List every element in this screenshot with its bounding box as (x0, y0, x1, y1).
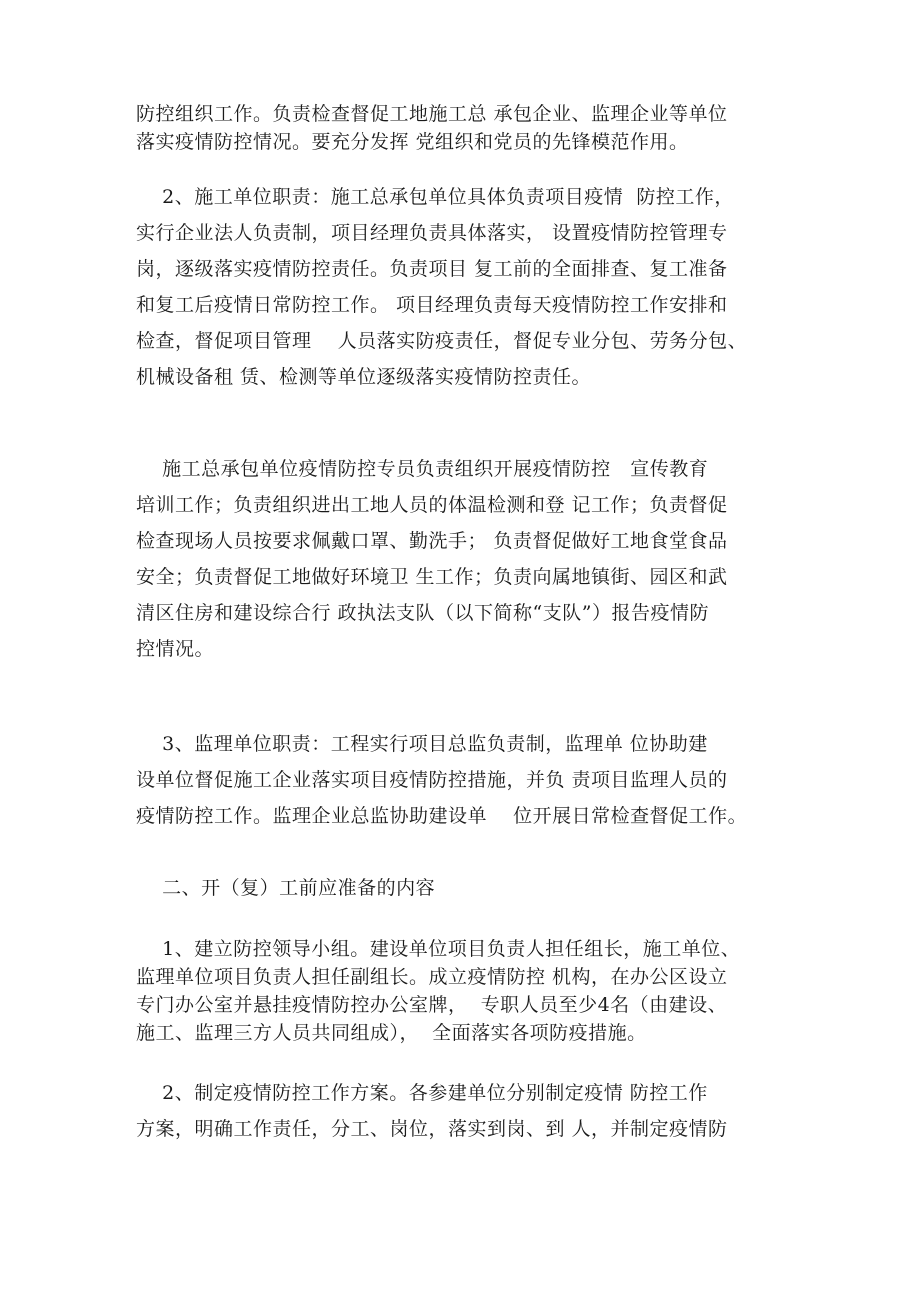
text-line: 实行企业法人负责制，项目经理负责具体落实， 设置疫情防控管理专 (136, 222, 728, 244)
heading-text: 二、开（复）工前应准备的内容 (136, 877, 436, 899)
text-line: 2、制定疫情防控工作方案。各参建单位分别制定疫情 防控工作 (136, 1082, 708, 1104)
paragraph-5 (136, 935, 796, 1047)
text-line: 培训工作；负责组织进出工地人员的体温检测和登 记工作；负责督促 (136, 494, 728, 516)
section-heading (136, 870, 796, 906)
text-line: 施工、监理三方人员共同组成）， 全面落实各项防疫措施。 (136, 1022, 647, 1044)
text-line: 监理单位项目负责人担任副组长。成立疫情防控 机构，在办公区设立 (136, 966, 728, 988)
paragraph-4 (136, 726, 796, 834)
text-line: 清区住房和建设综合行 政执法支队（以下简称“支队”）报告疫情防 (136, 602, 709, 624)
text-line: 控情况。 (136, 638, 215, 660)
paragraph-6 (136, 1075, 796, 1147)
text-line: 方案，明确工作责任，分工、岗位，落实到岗、到 人，并制定疫情防 (136, 1118, 728, 1140)
text-line: 和复工后疫情日常防控工作。 项目经理负责每天疫情防控工作安排和 (136, 294, 728, 316)
text-line: 2、施工单位职责：施工总承包单位具体负责项目疫情 防控工作， (136, 186, 734, 208)
text-line: 设单位督促施工企业落实项目疫情防控措施，并负 责项目监理人员的 (136, 769, 728, 791)
text-line: 疫情防控工作。监理企业总监协助建设单 位开展日常检查督促工作。 (136, 805, 748, 827)
text-line: 3、监理单位职责：工程实行项目总监负责制，监理单 位协助建 (136, 733, 708, 755)
paragraph-2 (136, 179, 796, 395)
text-line: 落实疫情防控情况。要充分发挥 党组织和党员的先锋模范作用。 (136, 131, 689, 153)
text-line: 检查现场人员按要求佩戴口罩、勤洗手； 负责督促做好工地食堂食品 (136, 530, 728, 552)
text-line: 检查，督促项目管理 人员落实防疫责任，督促专业分包、劳务分包、 (136, 330, 748, 352)
text-line: 专门办公室并悬挂疫情防控办公室牌， 专职人员至少4名（由建设、 (136, 994, 728, 1016)
text-line: 防控组织工作。负责检查督促工地施工总 承包企业、监理企业等单位 (136, 103, 728, 125)
text-line: 1、建立防控领导小组。建设单位项目负责人担任组长，施工单位、 (136, 938, 741, 960)
paragraph-1 (136, 100, 796, 156)
text-line: 安全；负责督促工地做好环境卫 生工作；负责向属地镇街、园区和武 (136, 566, 728, 588)
text-line: 机械设备租 赁、检测等单位逐级落实疫情防控责任。 (136, 366, 592, 388)
text-line: 施工总承包单位疫情防控专员负责组织开展疫情防控 宣传教育 (136, 458, 709, 480)
text-line: 岗，逐级落实疫情防控责任。负责项目 复工前的全面排查、复工准备 (136, 258, 728, 280)
paragraph-3 (136, 451, 796, 667)
